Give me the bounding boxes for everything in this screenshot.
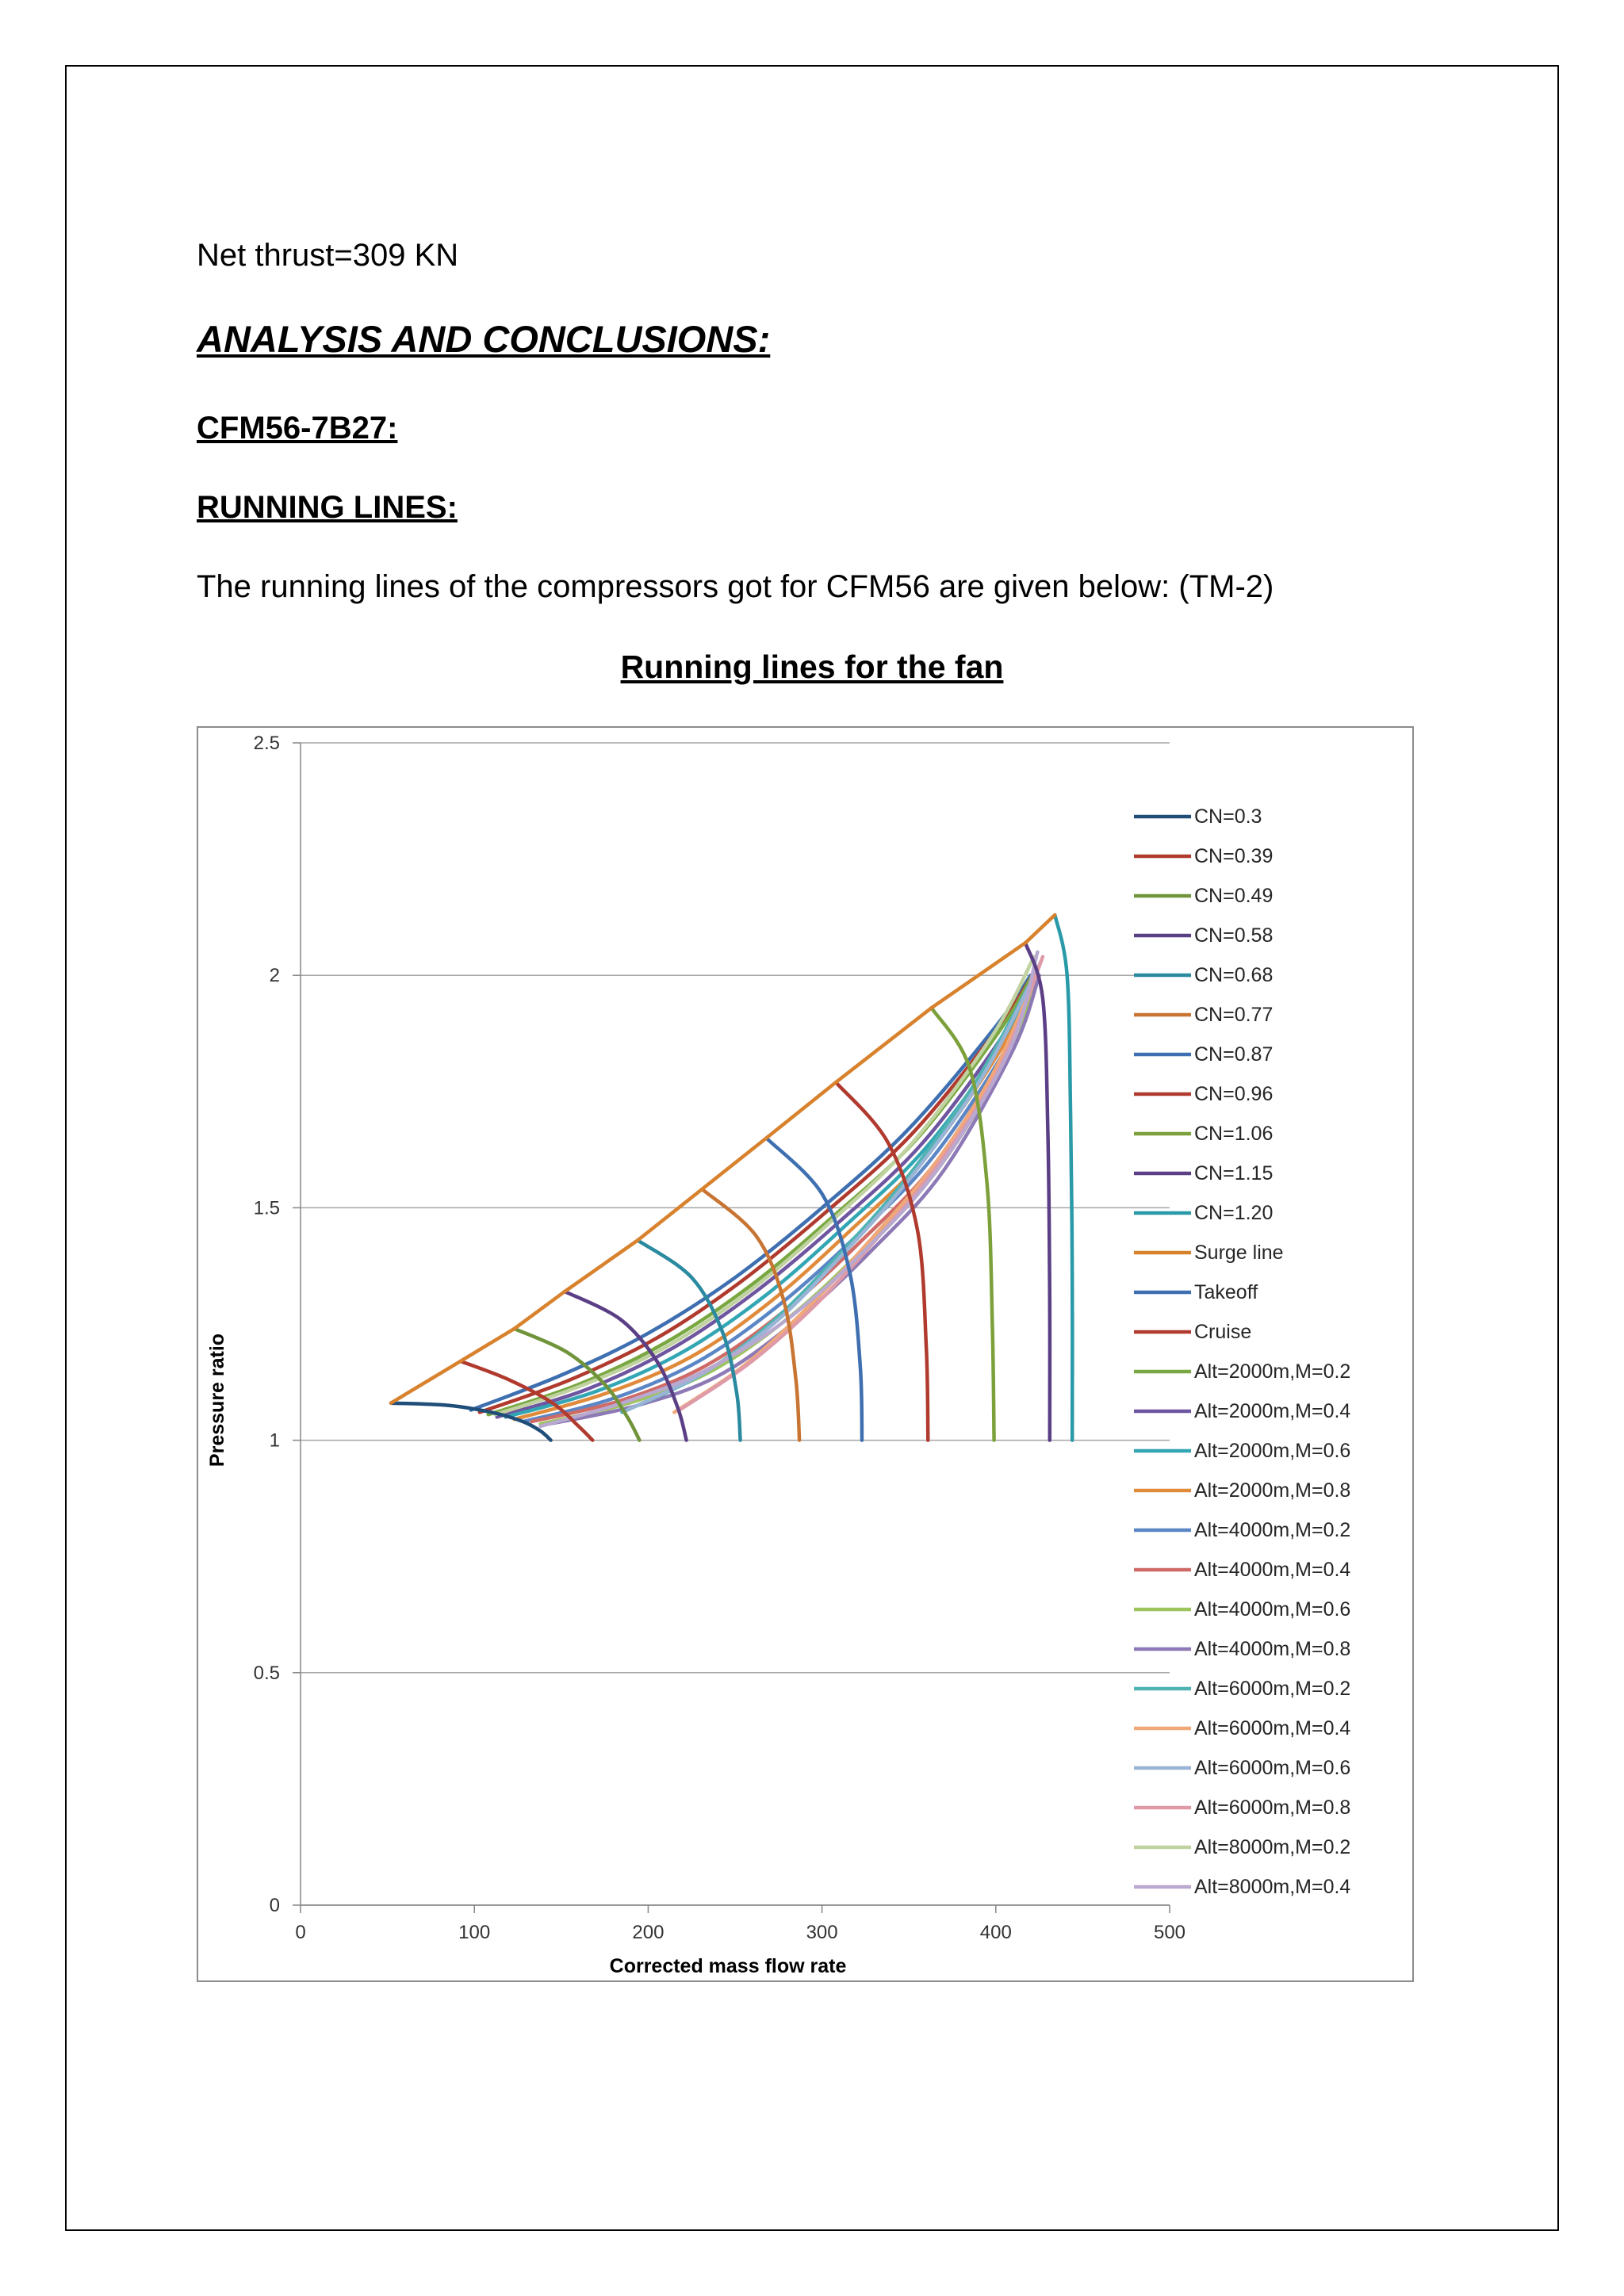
engine-heading: CFM56-7B27: xyxy=(197,411,398,446)
series-line-9 xyxy=(1025,943,1050,1440)
chart-frame xyxy=(197,726,1414,1982)
y-tick-label: 0 xyxy=(269,1895,280,1916)
legend-label: CN=0.87 xyxy=(1194,1043,1274,1066)
series-line-10 xyxy=(1055,915,1072,1441)
series-line-24 xyxy=(627,962,1041,1410)
y-tick-label: 1 xyxy=(269,1429,280,1452)
legend-label: Cruise xyxy=(1194,1321,1252,1343)
series-layer xyxy=(391,915,1072,1441)
legend-label: Alt=2000m,M=0.6 xyxy=(1194,1440,1351,1462)
y-tick-label: 1.5 xyxy=(253,1197,280,1219)
intro-sentence: The running lines of the compressors got for CFM56 are given below: (TM-2) xyxy=(197,569,1274,604)
legend-label: Surge line xyxy=(1194,1242,1284,1264)
x-tick-label: 300 xyxy=(806,1922,838,1943)
legend-label: CN=0.39 xyxy=(1194,845,1274,867)
x-tick-label: 200 xyxy=(632,1922,665,1943)
y-tick-label: 2.5 xyxy=(253,733,280,754)
series-line-27 xyxy=(541,952,1038,1426)
legend-label: Alt=2000m,M=0.4 xyxy=(1194,1400,1351,1422)
legend-label: CN=0.49 xyxy=(1194,885,1274,907)
legend-label: Alt=6000m,M=0.4 xyxy=(1194,1717,1351,1739)
x-tick-label: 0 xyxy=(295,1922,306,1943)
series-line-20 xyxy=(541,975,1038,1424)
legend-label: CN=1.15 xyxy=(1194,1162,1274,1184)
legend-label: CN=0.3 xyxy=(1194,806,1262,828)
legend-label: CN=0.68 xyxy=(1194,964,1274,986)
legend-layer xyxy=(1134,806,1350,1898)
x-tick-label: 500 xyxy=(1153,1922,1186,1943)
x-axis-title: Corrected mass flow rate xyxy=(609,1955,847,1977)
legend-label: Alt=4000m,M=0.4 xyxy=(1194,1559,1351,1581)
legend-label: Alt=2000m,M=0.8 xyxy=(1194,1479,1351,1502)
chart-title: Running lines for the fan xyxy=(620,649,1004,685)
y-axis-title: Pressure ratio xyxy=(206,1333,228,1468)
legend-label: Alt=8000m,M=0.4 xyxy=(1194,1876,1351,1898)
series-line-22 xyxy=(622,966,1040,1413)
legend-label: Alt=6000m,M=0.8 xyxy=(1194,1797,1351,1819)
y-tick-label: 2 xyxy=(269,965,280,987)
legend-label: CN=0.96 xyxy=(1194,1083,1274,1105)
legend-label: CN=0.58 xyxy=(1194,924,1274,947)
running-lines-chart xyxy=(198,728,1412,1980)
legend-label: Alt=2000m,M=0.2 xyxy=(1194,1360,1351,1383)
series-line-16 xyxy=(506,975,1034,1417)
legend-label: Alt=4000m,M=0.6 xyxy=(1194,1598,1351,1621)
legend-label: Alt=4000m,M=0.2 xyxy=(1194,1519,1351,1541)
net-thrust-text: Net thrust=309 KN xyxy=(197,238,459,273)
x-tick-label: 400 xyxy=(979,1922,1012,1943)
y-tick-label: 0.5 xyxy=(253,1662,280,1684)
grid-layer xyxy=(301,743,1170,1905)
legend-label: CN=1.06 xyxy=(1194,1123,1274,1145)
legend-label: Alt=8000m,M=0.2 xyxy=(1194,1836,1351,1858)
legend-label: CN=1.20 xyxy=(1194,1202,1274,1224)
legend-label: Alt=6000m,M=0.6 xyxy=(1194,1757,1351,1779)
legend-label: Alt=4000m,M=0.8 xyxy=(1194,1638,1351,1660)
legend-label: Alt=6000m,M=0.2 xyxy=(1194,1678,1351,1700)
running-lines-heading: RUNNING LINES: xyxy=(197,490,458,525)
legend-label: CN=0.77 xyxy=(1194,1004,1274,1026)
section-heading: ANALYSIS AND CONCLUSIONS: xyxy=(197,318,771,360)
series-line-13 xyxy=(480,975,1032,1412)
x-tick-label: 100 xyxy=(458,1922,491,1943)
legend-label: Takeoff xyxy=(1194,1281,1258,1303)
